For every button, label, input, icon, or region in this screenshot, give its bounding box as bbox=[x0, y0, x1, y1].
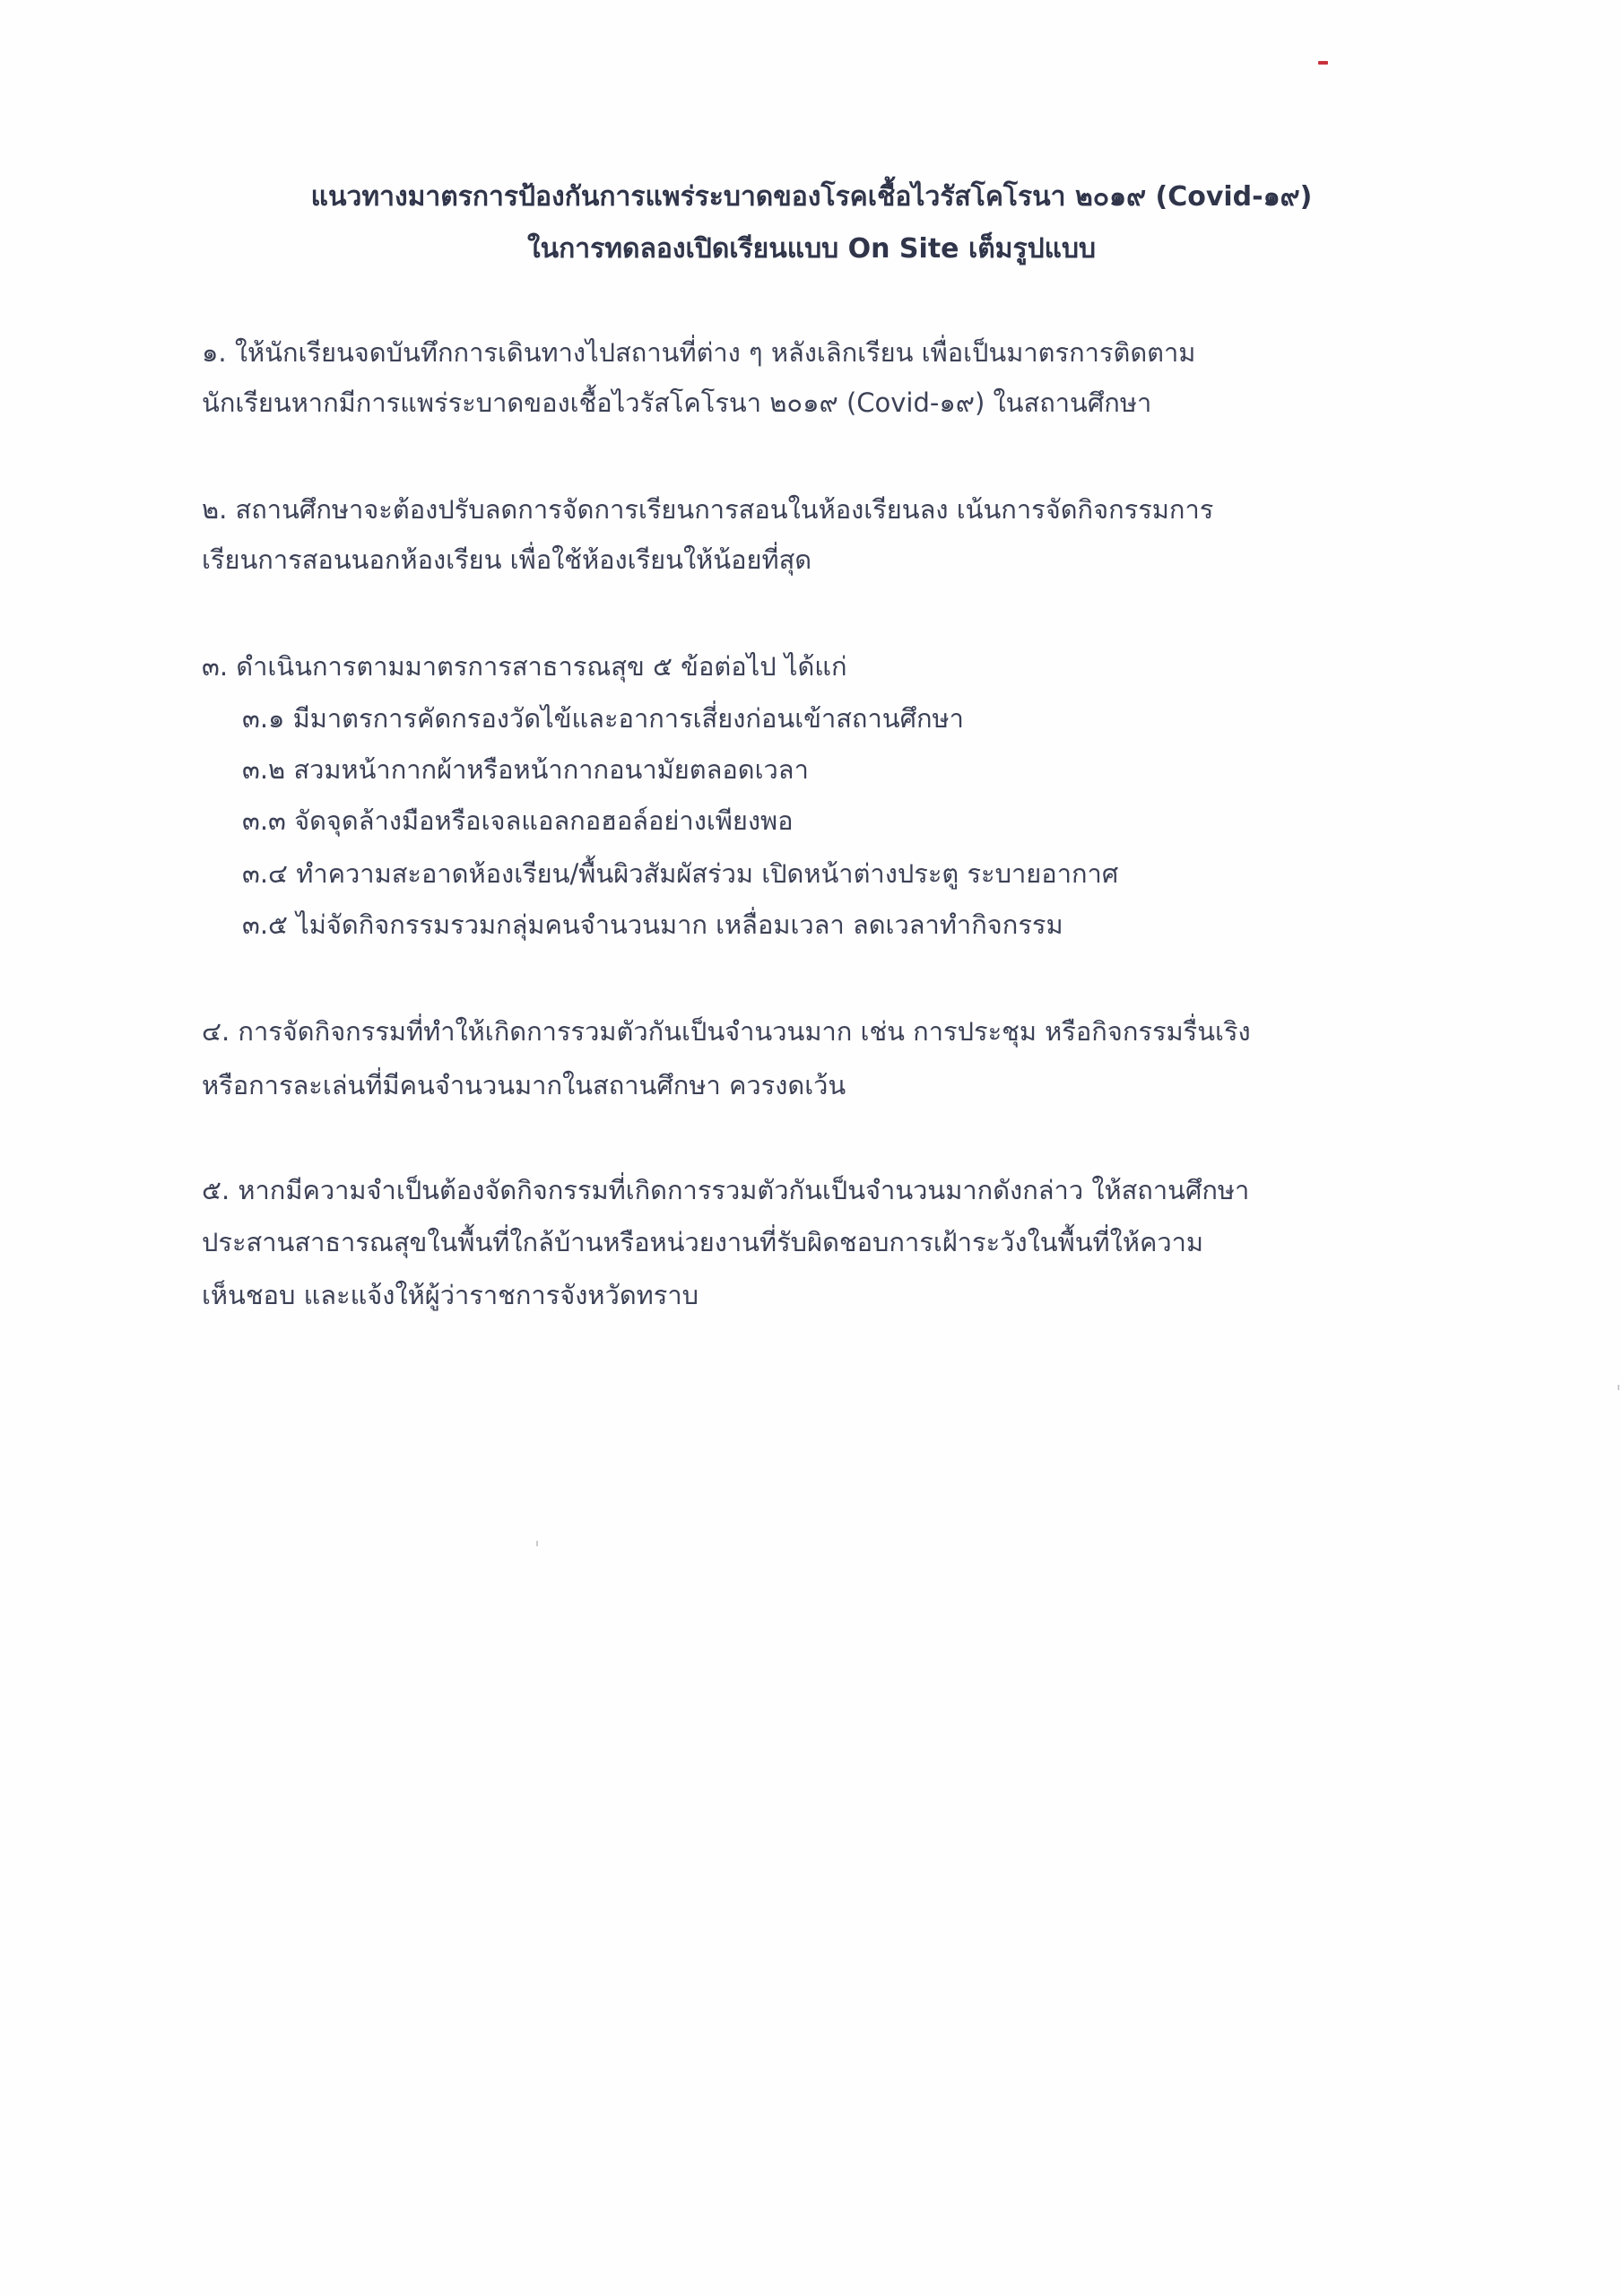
item-3-sub-5: ๓.๕ ไม่จัดกิจกรรมรวมกลุ่มคนจำนวนมาก เหลื่อมเวลา ลดเวลาทำกิจกรรม bbox=[242, 909, 1063, 940]
item-3-line-1: ๓. ดำเนินการตามมาตรการสาธารณสุข ๕ ข้อต่อไป ได้แก่ bbox=[202, 651, 847, 682]
document-title-line-1: แนวทางมาตรการป้องกันการแพร่ระบาดของโรคเชื้อไวรัสโคโรนา ๒๐๑๙ (Covid-๑๙) bbox=[310, 181, 1313, 213]
item-3-sub-1: ๓.๑ มีมาตรการคัดกรองวัดไข้และอาการเสี่ยงก่อนเข้าสถานศึกษา bbox=[242, 703, 964, 734]
item-3-sub-4: ๓.๔ ทำความสะอาดห้องเรียน/พื้นผิวสัมผัสร่วม เปิดหน้าต่างประตู ระบายอากาศ bbox=[242, 858, 1119, 889]
scan-speck bbox=[536, 1541, 538, 1546]
red-mark bbox=[1318, 61, 1328, 65]
item-3-sub-3: ๓.๓ จัดจุดล้างมือหรือเจลแอลกอฮอล์อย่างเพียงพอ bbox=[242, 805, 794, 836]
item-4-line-2: หรือการละเล่นที่มีคนจำนวนมากในสถานศึกษา ควรงดเว้น bbox=[202, 1070, 846, 1100]
scan-speck bbox=[1618, 1385, 1619, 1390]
item-5-line-2: ประสานสาธารณสุขในพื้นที่ใกล้บ้านหรือหน่วยงานที่รับผิดชอบการเฝ้าระวังในพื้นที่ให้ความ bbox=[202, 1227, 1204, 1257]
item-4-line-1: ๔. การจัดกิจกรรมที่ทำให้เกิดการรวมตัวกันเป็นจำนวนมาก เช่น การประชุม หรือกิจกรรมรื่นเริง bbox=[202, 1016, 1251, 1047]
item-2-line-1: ๒. สถานศึกษาจะต้องปรับลดการจัดการเรียนการสอนในห้องเรียนลง เน้นการจัดกิจกรรมการ bbox=[202, 494, 1214, 525]
item-3-sub-2: ๓.๒ สวมหน้ากากผ้าหรือหน้ากากอนามัยตลอดเวลา bbox=[242, 754, 809, 785]
item-1-line-1: ๑. ให้นักเรียนจดบันทึกการเดินทางไปสถานที่ต่าง ๆ หลังเลิกเรียน เพื่อเป็นมาตรการติดตาม bbox=[202, 337, 1196, 368]
item-5-line-3: เห็นชอบ และแจ้งให้ผู้ว่าราชการจังหวัดทราบ bbox=[202, 1280, 699, 1310]
item-2-line-2: เรียนการสอนนอกห้องเรียน เพื่อใช้ห้องเรียนให้น้อยที่สุด bbox=[202, 544, 812, 575]
item-1-line-2: นักเรียนหากมีการแพร่ระบาดของเชื้อไวรัสโคโรนา ๒๐๑๙ (Covid-๑๙) ในสถานศึกษา bbox=[202, 387, 1152, 418]
document-title-line-2: ในการทดลองเปิดเรียนแบบ On Site เต็มรูปแบบ bbox=[526, 233, 1097, 265]
item-5-line-1: ๕. หากมีความจำเป็นต้องจัดกิจกรรมที่เกิดการรวมตัวกันเป็นจำนวนมากดังกล่าว ให้สถานศึกษา bbox=[202, 1175, 1250, 1205]
